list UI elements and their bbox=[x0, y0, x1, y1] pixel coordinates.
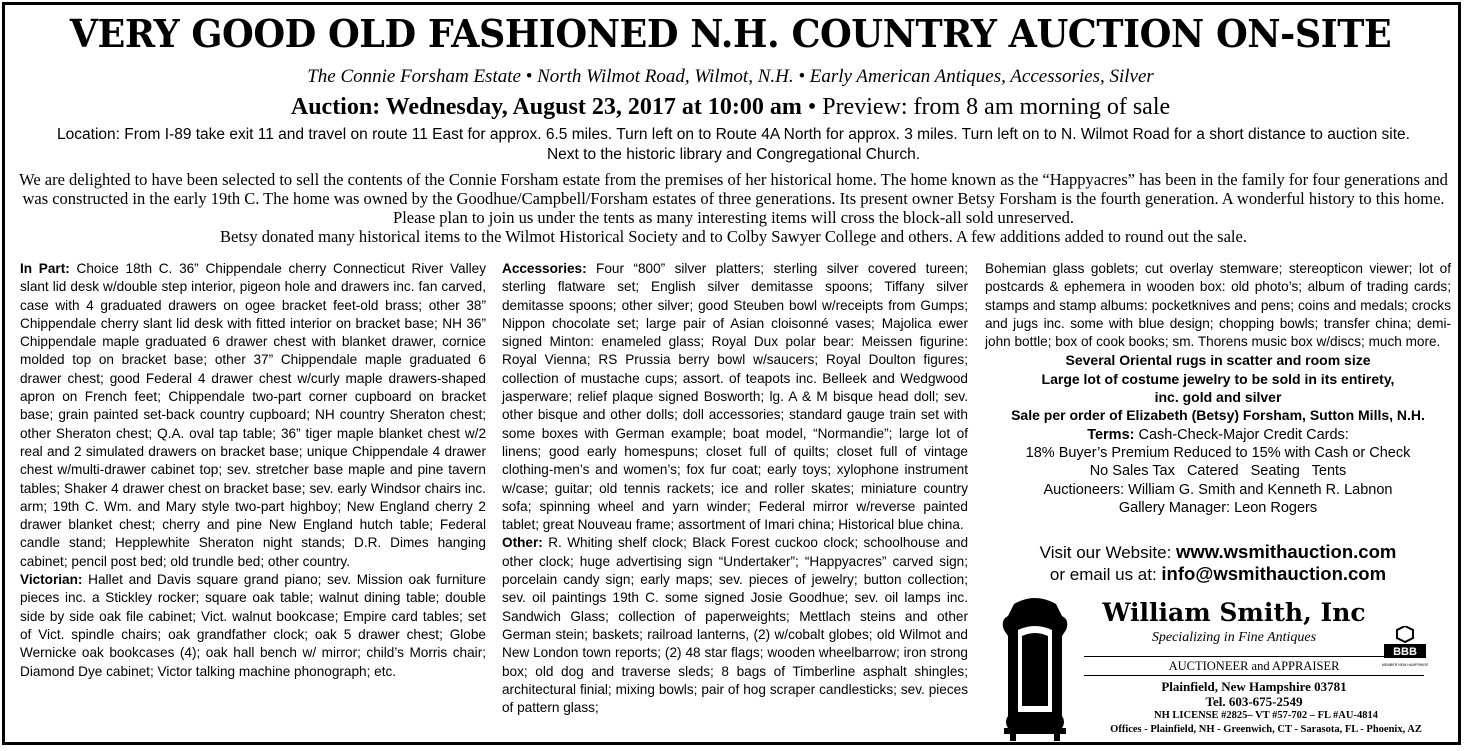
location-directions: Location: From I-89 take exit 11 and travel on route 11 East for approx. 6.5 miles. Turn left on to Route 4A North for approx. 3 miles. Turn left on to N. Wilmot Road for a short distance to auction site. Next to the historic library and Congregational Church. bbox=[57, 126, 1410, 163]
column-2 bbox=[502, 260, 968, 717]
intro-text bbox=[12, 170, 1455, 246]
rugs-line: Several Oriental rugs in scatter and room size bbox=[1065, 352, 1371, 369]
gallery-manager-line: Gallery Manager: Leon Rogers bbox=[1118, 499, 1318, 516]
company-logo-block bbox=[996, 596, 1451, 741]
bbb-text: BBB bbox=[1393, 646, 1417, 658]
headline: VERY GOOD OLD FASHIONED N.H. COUNTRY AUCTION ON-SITE bbox=[69, 11, 1392, 56]
victorian-label: Victorian: bbox=[20, 572, 83, 588]
website-label: Visit our Website: bbox=[1039, 543, 1177, 562]
jewelry-line-1: Large lot of costume jewelry to be sold in its entirety, bbox=[1041, 370, 1395, 387]
subheadline: The Connie Forsham Estate • North Wilmot Road, Wilmot, N.H. • Early American Antiques, Accessories, Silver bbox=[307, 66, 1154, 87]
website-link[interactable]: www.wsmithauction.com bbox=[1176, 541, 1397, 562]
email-line bbox=[985, 563, 1451, 585]
accessories-section bbox=[502, 260, 968, 534]
intro-paragraph-1: We are delighted to have been selected to sell the contents of the Connie Forsham estate from the premises of her historical home. The home known as the “Happyacres” has been in the family for four generations and was constructed in the early 19th C. The home was owned by the Goodhue/Campbell/Forsham estates of three generations. Its present owner Betsy Forsham is the fourth generation. A wonderful history to this home. Please plan to join us under the tents as many interesting items will cross the block-all sold unreserved. bbox=[19, 170, 1448, 227]
terms-line bbox=[985, 426, 1451, 444]
in-part-section bbox=[20, 260, 486, 571]
auction-date: Auction: Wednesday, August 23, 2017 at 10:00 am bbox=[290, 94, 802, 120]
victorian-text: Hallet and Davis square grand piano; sev. Mission oak furniture pieces inc. a Stickley rocker; square oak table; walnut dining table; double side by side oak file cabinet; Vict. walnut bookcase; Empire card tables; set of Vict. spindle chairs; oak grandfather clock; oak 5 drawer chest; Globe Wernicke oak bookcases (4); oak hall bench w/ mirror; child’s Morris chair; Diamond Dye cabinet; Victor talking machine phonograph; etc. bbox=[20, 572, 486, 679]
antique-mirror-illustration bbox=[996, 596, 1074, 741]
website-line bbox=[985, 541, 1451, 563]
extras-line: No Sales Tax Catered Seating Tents bbox=[1089, 463, 1347, 480]
sale-order-line: Sale per order of Elizabeth (Betsy) Forsham, Sutton Mills, N.H. bbox=[1011, 407, 1425, 424]
accessories-label: Accessories: bbox=[502, 261, 587, 276]
company-tagline: Specializing in Fine Antiques bbox=[1151, 630, 1317, 645]
terms-label: Terms: bbox=[1087, 426, 1135, 443]
company-address bbox=[1084, 679, 1424, 709]
email-link[interactable]: info@wsmithauction.com bbox=[1161, 563, 1387, 584]
dateline-separator: • bbox=[801, 94, 823, 120]
company-name: William Smith, Inc bbox=[1102, 598, 1366, 627]
intro-paragraph-2: Betsy donated many historical items to the Wilmot Historical Society and to Colby Sawyer College and others. A few additions added to round out the sale. bbox=[220, 227, 1247, 246]
bbb-member-text: MEMBER NEW HAMPSHIRE bbox=[1382, 663, 1428, 667]
accessories-text: Four “800” silver platters; sterling silver covered tureen; sterling flatware set; English silver demitasse spoons; Tiffany silver demitasse spoons; other silver; good Steuben bowl w/receipts from Gumps; Nippon chocolate set; large pair of Asian cloisonné vases; Majolica ewer signed Minton: enameled glass; Royal Dux polar bear: Meissen figurine: Royal Vienna; RS Prussia berry bowl w/saucers; Royal Doulton figures; collection of mustache cups; assort. of teapots inc. Belleek and Wedgwood jasperware; relief plaque signed Bosworth; lg. A & M bisque head doll; sev. other bisque and other dolls; doll accessories; standard gauge train set with some boxes with German example; boat model, “Normandie”; large lot of linens; good early homespuns; closet full of quilts; closet full of vintage clothing-men’s and women’s; fox fur coat; early toys; xylophone instrument w/case; guitar; old tennis rackets; ice and roller skates; miniature country sofa; spinning wheel and yarn winder; Federal mirror w/reverse painted tablet; great Nouveau frame; assortment of Imari china; Historical blue china. bbox=[502, 261, 968, 533]
in-part-text: Choice 18th C. 36” Chippendale cherry Connecticut River Valley slant lid desk w/double step interior, pigeon hole and drawers inc. fan carved, case with 4 graduated drawers on ogee bracket feet-old brass; other 38” Chippendale cherry slant lid desk with fitted interior on bracket base; NH 36” Chippendale maple graduated 6 drawer chest with blanket drawer, cornice molded top on bracket base; other 37” Chippendale maple graduated 6 drawer chest; good Federal 4 drawer chest w/curly maple drawers-shaped apron on French feet; Chippendale two-part corner cupboard on bracket base; grain painted set-back country cupboard; NH country Sheraton chest; other Sheraton chest; Q.A. oval tap table; 36” tiger maple blanket chest w/2 real and 2 simulated drawers on bracket base; unique Chippendale 4 drawer chest w/multi-drawer cabinet top; sev. stretcher base maple and pine tavern tables; Shaker 4 drawer chest on bracket base; sev. early Windsor chairs inc. arm; 19th C. Wm. and Mary style two-part highboy; New England cherry 2 drawer blanket chest; cherry and pine New England hutch table; Federal candle stand; Hepplewhite Sheraton night stands; D.R. Dimes hanging cabinet; pencil post bed; old trundle bed; other country. bbox=[20, 261, 486, 569]
auction-dateline bbox=[8, 92, 1453, 122]
other-text-continued: Bohemian glass goblets; cut overlay stemware; stereopticon viewer; lot of postcards & ephemera in wooden box: old photo’s; album of trading cards; stamps and stamp albums: pocketknives and pens; coins and medals; crocks and jugs inc. some with blue design; chopping bowls; transfer china; demi-john bottle; box of cook books; sm. Thorens music box w/discs; much more. bbox=[985, 261, 1451, 350]
company-phone: Tel. 603-675-2549 bbox=[1205, 694, 1303, 709]
office-locations: Offices - Plainfield, NH - Greenwich, CT - Sarasota, FL - Phoenix, AZ bbox=[1110, 724, 1422, 735]
other-section bbox=[502, 534, 968, 717]
column-1 bbox=[20, 260, 486, 681]
company-city: Plainfield, New Hampshire 03781 bbox=[1161, 679, 1347, 694]
other-continued bbox=[985, 260, 1451, 351]
other-label: Other: bbox=[502, 535, 543, 551]
auctioneers-line: Auctioneers: William G. Smith and Kenneth R. Labnon bbox=[1043, 481, 1393, 498]
column-3 bbox=[985, 260, 1451, 517]
contact-block bbox=[985, 541, 1451, 585]
in-part-label: In Part: bbox=[20, 261, 70, 276]
email-label: or email us at: bbox=[1049, 565, 1162, 584]
terms-text: Cash-Check-Major Credit Cards: bbox=[1134, 426, 1349, 443]
auctioneer-appraiser-bar: AUCTIONEER and APPRAISER bbox=[1084, 656, 1424, 676]
preview-time: Preview: from 8 am morning of sale bbox=[822, 94, 1171, 120]
victorian-section bbox=[20, 571, 486, 681]
license-numbers: NH LICENSE #2825– VT #57-702 – FL #AU-4814 bbox=[1154, 710, 1378, 721]
premium-line: 18% Buyer’s Premium Reduced to 15% with Cash or Check bbox=[1025, 444, 1411, 461]
jewelry-line-2: inc. gold and silver bbox=[1154, 389, 1282, 406]
other-text: R. Whiting shelf clock; Black Forest cuckoo clock; schoolhouse and other clock; huge advertising sign “Undertaker”; “Happyacres” carved sign; porcelain candy sign; early maps; sev. pieces of jewelry; button collection; sev. oil paintings 19th C. some signed Josie Goodhue; sev. oil lamps inc. Sandwich Glass; collection of paperweights; Mettlach steins and other German stein; baskets; railroad lanterns, (2) w/cobalt globes; old Wilmot and New London town reports; (2) 48 star flags; wooden wheelbarrow; iron strong box; old dog and traverse sleds; 8 bags of Timberline asphalt shingles; architectural finial; mixing bowls; pair of hog scraper candlesticks; sev. pieces of pattern glass; bbox=[502, 535, 968, 716]
